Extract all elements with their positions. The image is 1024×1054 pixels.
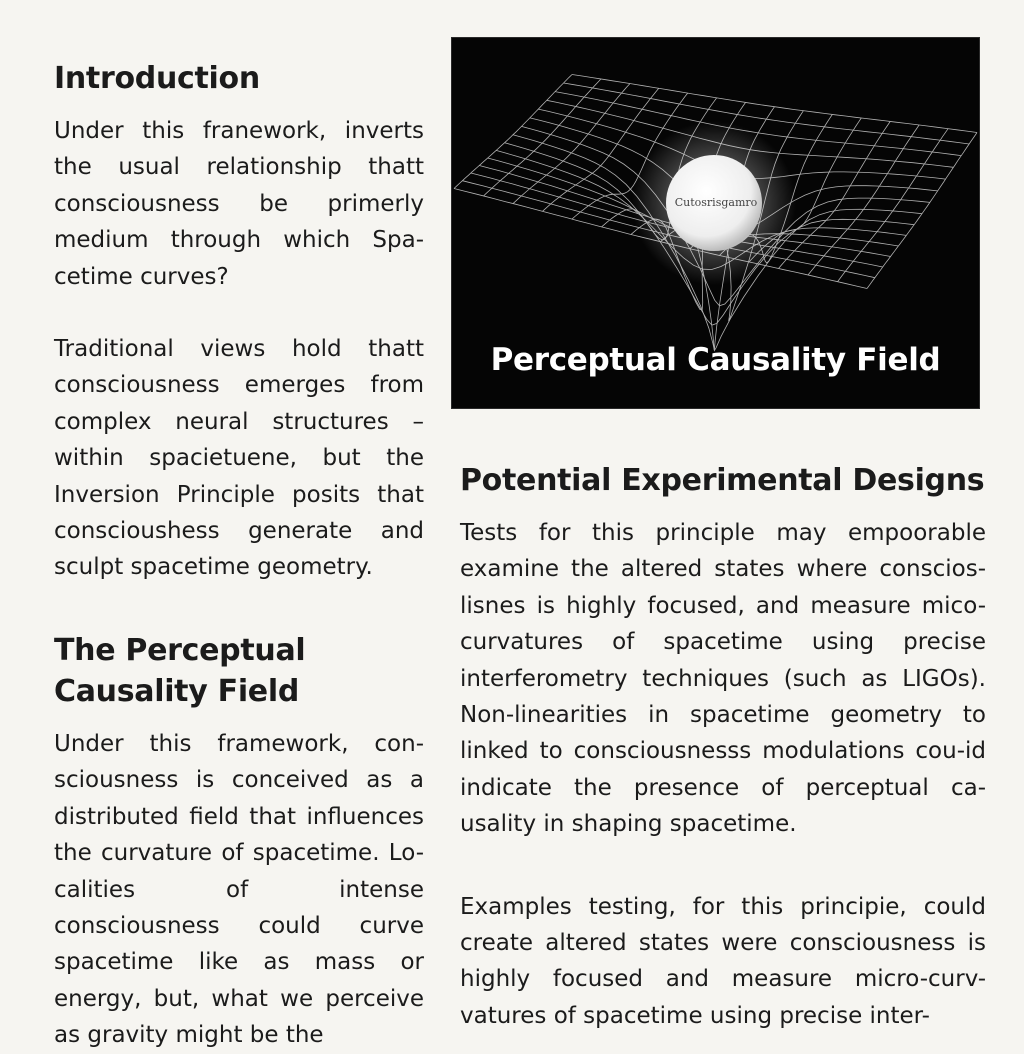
left-column [54,58,424,1054]
right-column [452,38,992,1034]
experimental-designs-paragraph-1: Tests for this principle may empoorable examine the altered states where conscios-lisnes is highly focused, and measure mico-curvatures of spacetime using precise interferometry techniques (such as LIGOs). Non-linearities in spacetime geometry to linked to consciousnesss modulations cou-id indicate the presence of perceptual ca-usality in shaping spacetime. [460,520,986,838]
experimental-designs-paragraph-2: Examples testing, for this principie, could create altered states were consciousness is highly focused and measure micro-curv-vatures of spacetime using precise inter- [460,893,986,1029]
introduction-paragraph-1: Under this franework, inverts the usual relationship thatt consciousness be primerly medium through which Spa-cetime curves? [54,118,424,290]
perceptual-causality-field-heading: The Perceptual Causality Field [54,632,306,709]
orb-label: Cutosrisgamro [674,196,758,209]
figure-caption: Perceptual Causality Field [490,342,941,378]
spacetime-curvature-figure [452,38,979,408]
grid-line [454,75,572,189]
grid-line [564,83,970,144]
field-paragraph-1: Under this framework, con-sciousness is conceived as a distributed field that influences the curvature of spacetime. Lo-calities of intense consciousness could curve spacetime like as mass or energy, but, what we perceive as gravity might be the [54,730,424,1049]
experimental-designs-heading: Potential Experimental Designs [460,463,985,498]
introduction-heading: Introduction [54,61,260,96]
experimental-designs-section [452,408,986,1034]
grid-line [572,75,977,133]
introduction-paragraph-2: Traditional views hold thatt consciousness emerges from complex neural structures – within spacietuene, but the Inversion Principle posits that conscioushess generate and sculpt spacetime geometry. [54,336,424,581]
